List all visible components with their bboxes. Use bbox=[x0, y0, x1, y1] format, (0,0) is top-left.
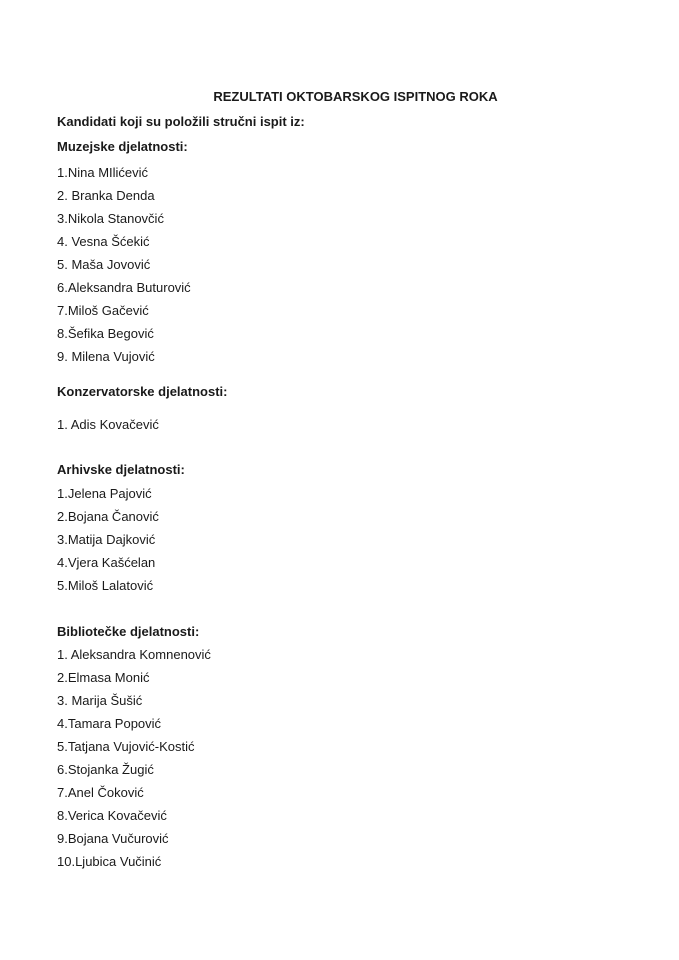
list-item: 5.Miloš Lalatović bbox=[57, 578, 154, 593]
list-item: 10.Ljubica Vučinić bbox=[57, 854, 162, 869]
list-item: 4.Vjera Kašćelan bbox=[57, 555, 156, 570]
list-item: 4. Vesna Šćekić bbox=[57, 234, 150, 249]
list-item: 8.Šefika Begović bbox=[57, 326, 154, 341]
list-item: 1. Adis Kovačević bbox=[57, 417, 159, 432]
list-item: 7.Anel Čoković bbox=[57, 785, 144, 800]
list-item: 9.Bojana Vučurović bbox=[57, 831, 169, 846]
list-item: 5.Tatjana Vujović-Kostić bbox=[57, 739, 195, 754]
list-item: 1.Jelena Pajović bbox=[57, 486, 152, 501]
list-item: 3.Nikola Stanovčić bbox=[57, 211, 164, 226]
list-item: 5. Maša Jovović bbox=[57, 257, 151, 272]
intro-text: Kandidati koji su položili stručni ispit iz: bbox=[57, 114, 305, 129]
list-item: 7.Miloš Gačević bbox=[57, 303, 149, 318]
section-heading-bibliotecke: Bibliotečke djelatnosti: bbox=[57, 624, 200, 639]
document-title bbox=[0, 89, 679, 105]
title-text: REZULTATI OKTOBARSKOG ISPITNOG ROKA bbox=[213, 89, 498, 104]
list-item: 2.Bojana Čanović bbox=[57, 509, 159, 524]
list-item: 9. Milena Vujović bbox=[57, 349, 155, 364]
list-item: 2.Elmasa Monić bbox=[57, 670, 150, 685]
list-item: 6.Aleksandra Buturović bbox=[57, 280, 191, 295]
list-item: 6.Stojanka Žugić bbox=[57, 762, 154, 777]
list-item: 1. Aleksandra Komnenović bbox=[57, 647, 211, 662]
list-item: 3. Marija Šušić bbox=[57, 693, 143, 708]
section-heading-muzejske: Muzejske djelatnosti: bbox=[57, 139, 188, 154]
list-item: 8.Verica Kovačević bbox=[57, 808, 167, 823]
section-heading-arhivske: Arhivske djelatnosti: bbox=[57, 462, 185, 477]
list-item: 3.Matija Dajković bbox=[57, 532, 156, 547]
list-item: 1.Nina MIlićević bbox=[57, 165, 149, 180]
section-heading-konzervatorske: Konzervatorske djelatnosti: bbox=[57, 384, 228, 399]
list-item: 2. Branka Denda bbox=[57, 188, 155, 203]
list-item: 4.Tamara Popović bbox=[57, 716, 162, 731]
